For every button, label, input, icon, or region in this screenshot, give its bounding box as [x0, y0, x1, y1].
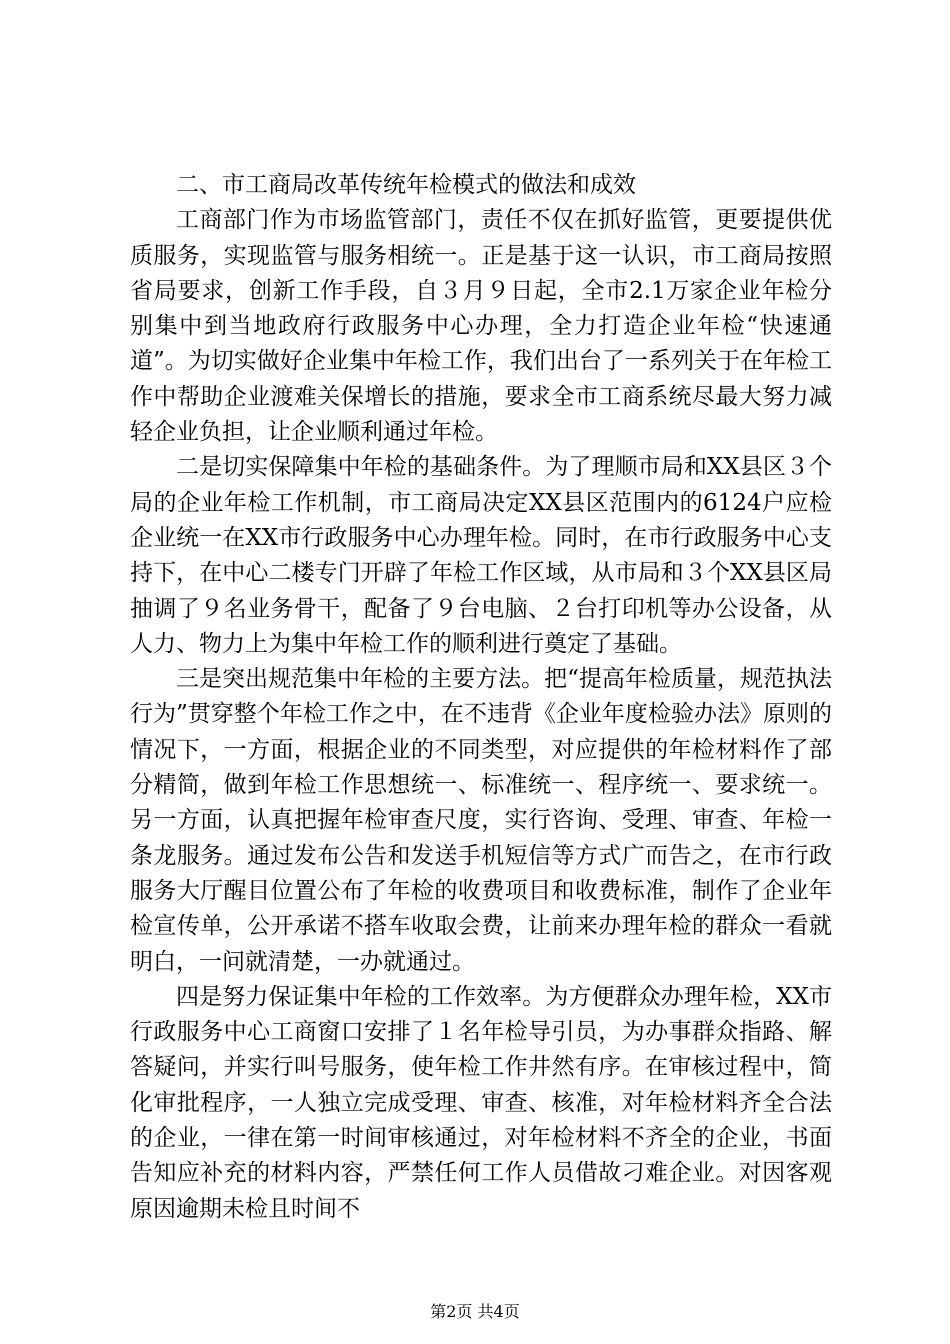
section-heading: 二、市工商局改革传统年检模式的做法和成效 [176, 172, 636, 198]
paragraph-four: 四是努力保证集中年检的工作效率。为方便群众办理年检，XX市行政服务中心工商窗口安排了１名年检导引员，为办事群众指路、解答疑问，并实行叫号服务，使年检工作井然有序。在审核过程中，简化审批程序，一人独立完成受理、审查、核准，对年检材料齐全合法的企业，一律在第一时间审核通过，对年检材料不齐全的企业，书面告知应补充的材料内容，严禁任何工作人员借故刁难企业。对因客观原因逾期未检且时间不 [130, 983, 832, 1222]
document-body [130, 168, 832, 1227]
paragraph-two: 二是切实保障集中年检的基础条件。为了理顺市局和XX县区３个局的企业年检工作机制，市工商局决定XX县区范围内的6124户应检企业统一在XX市行政服务中心办理年检。同时，在市行政服务中心支持下，在中心二楼专门开辟了年检工作区域，从市局和３个XX县区局抽调了９名业务骨干，配备了９台电脑、２台打印机等办公设备，从人力、物力上为集中年检工作的顺利进行奠定了基础。 [130, 454, 832, 657]
paragraph-intro: 工商部门作为市场监管部门，责任不仅在抓好监管，更要提供优质服务，实现监管与服务相统一。正是基于这一认识，市工商局按照省局要求，创新工作手段，自３月９日起，全市2.1万家企业年检分别集中到当地政府行政服务中心办理，全力打造企业年检“快速通道”。为切实做好企业集中年检工作，我们出台了一系列关于在年检工作中帮助企业渡难关保增长的措施，要求全市工商系统尽最大努力减轻企业负担，让企业顺利通过年检。 [130, 207, 832, 446]
paragraph-three: 三是突出规范集中年检的主要方法。把“提高年检质量，规范执法行为”贯穿整个年检工作之中，在不违背《企业年度检验办法》原则的情况下，一方面，根据企业的不同类型，对应提供的年检材料作了部分精简，做到年检工作思想统一、标准统一、程序统一、要求统一。另一方面，认真把握年检审查尺度，实行咨询、受理、审查、年检一条龙服务。通过发布公告和发送手机短信等方式广而告之，在市行政服务大厅醒目位置公布了年检的收费项目和收费标准，制作了企业年检宣传单，公开承诺不搭车收取会费，让前来办理年检的群众一看就明白，一问就清楚，一办就通过。 [130, 666, 832, 975]
page-footer: 第2页 共4页 [430, 1302, 520, 1321]
